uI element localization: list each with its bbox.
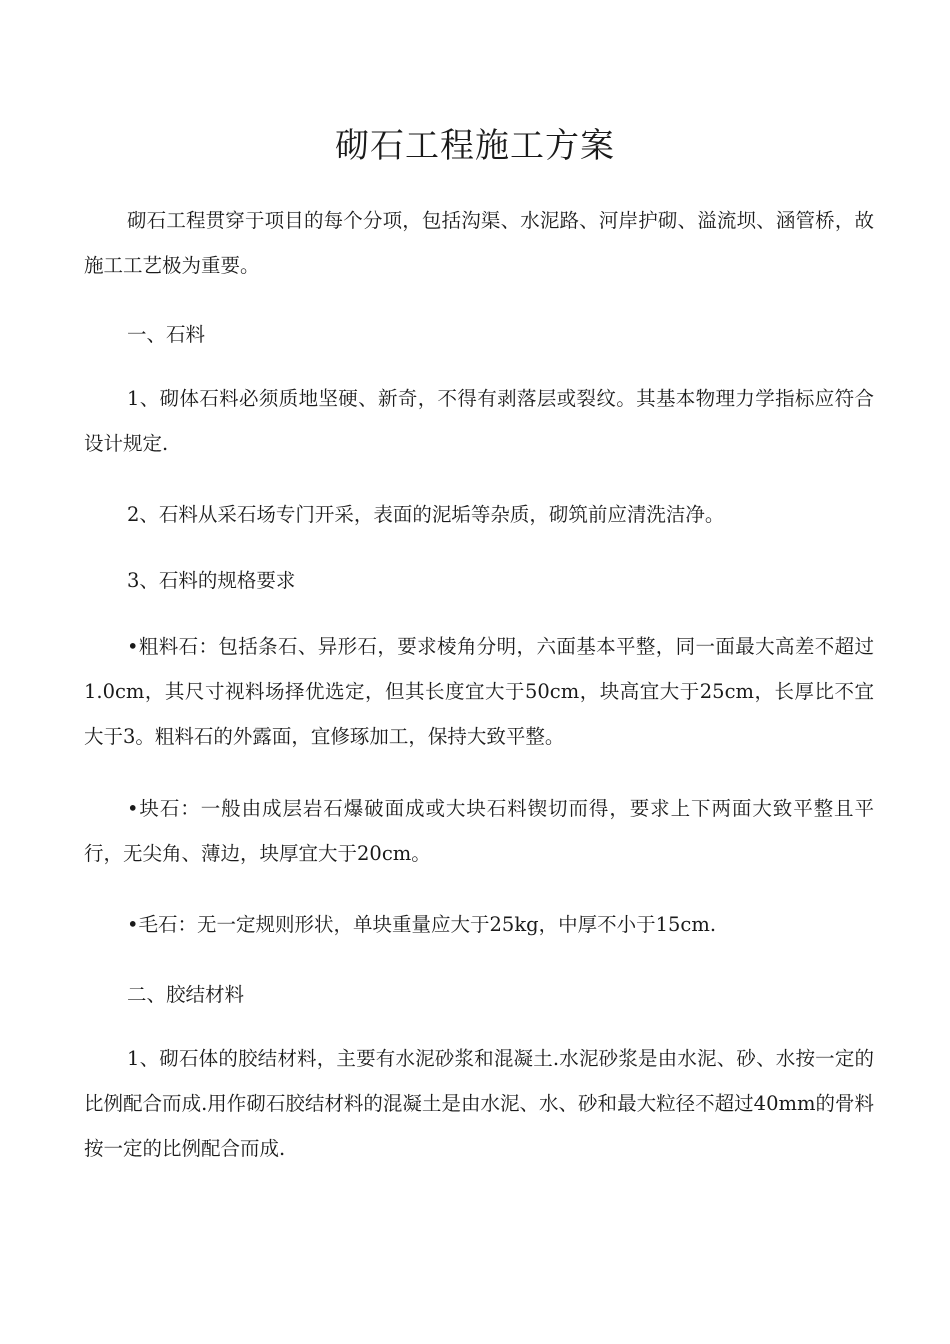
paragraph-coarse-stone: •粗料石：包括条石、异形石，要求棱角分明，六面基本平整，同一面最大高差不超过1.0cm，其尺寸视料场择优选定，但其长度宜大于50cm，块高宜大于25cm，长厚比不宜大于3。粗料石的外露面，宜修琢加工，保持大致平整。 [84, 635, 874, 748]
paragraph-binding-material: 1、砌石体的胶结材料，主要有水泥砂浆和混凝土.水泥砂浆是由水泥、砂、水按一定的比例配合而成.用作砌石胶结材料的混凝土是由水泥、水、砂和最大粒径不超过40mm的骨料按一定的比例配合而成. [84, 1047, 874, 1160]
paragraph-rubble-stone: •毛石：无一定规则形状，单块重量应大于25kg，中厚不小于15cm. [127, 913, 717, 936]
paragraph-intro: 砌石工程贯穿于项目的每个分项，包括沟渠、水泥路、河岸护砌、溢流坝、涵管桥，故施工工艺极为重要。 [84, 209, 874, 277]
heading-binding-material: 二、胶结材料 [127, 983, 245, 1006]
heading-stone-spec: 3、石料的规格要求 [127, 569, 296, 592]
paragraph-stone-quality: 1、砌体石料必须质地坚硬、新奇，不得有剥落层或裂纹。其基本物理力学指标应符合设计规定. [84, 387, 874, 455]
paragraph-block-stone: •块石：一般由成层岩石爆破面成或大块石料锲切而得，要求上下两面大致平整且平行，无尖角、薄边，块厚宜大于20cm。 [84, 797, 874, 865]
document-title: 砌石工程施工方案 [335, 126, 615, 166]
paragraph-stone-quarry: 2、石料从采石场专门开采，表面的泥垢等杂质，砌筑前应清洗洁净。 [127, 503, 725, 526]
heading-stone-material: 一、石料 [127, 323, 206, 346]
